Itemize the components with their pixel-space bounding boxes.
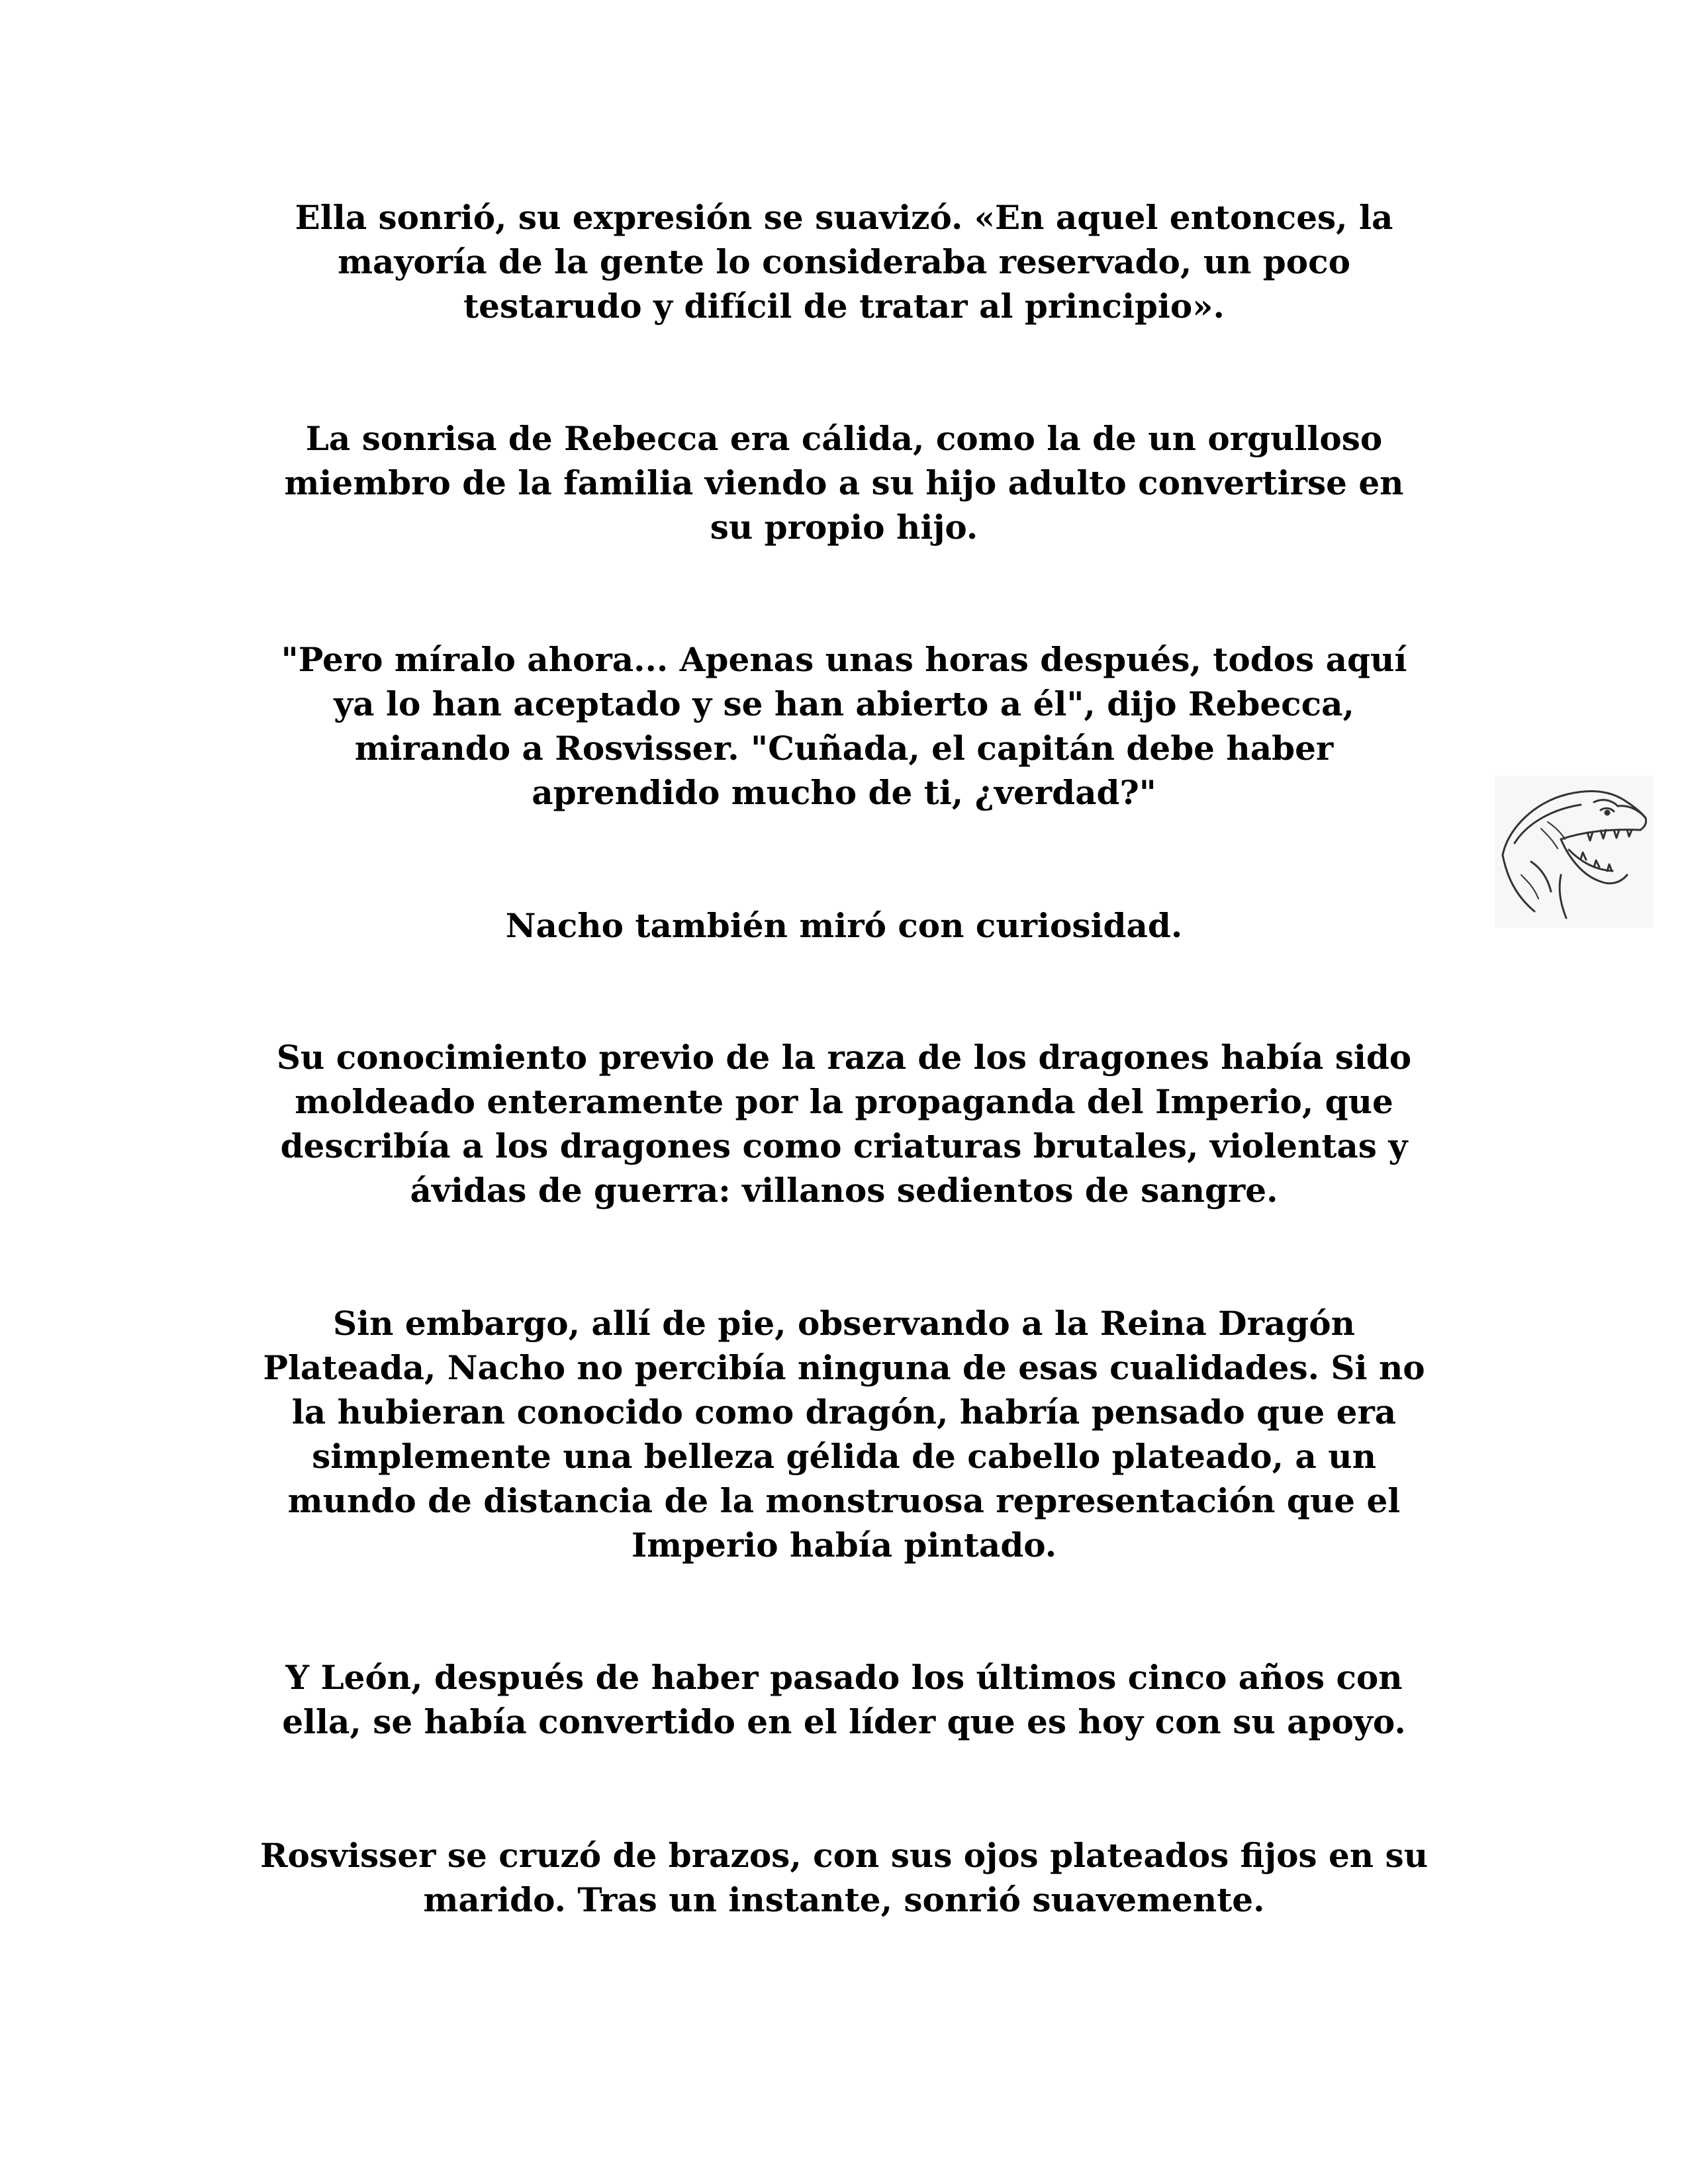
paragraph-4: Nacho también miró con curiosidad. (505, 906, 1183, 945)
paragraph-5: Su conocimiento previo de la raza de los dragones había sido moldeado enteramente por la propaganda del Imperio, que describía a los dragones como criaturas brutales, violentas y ávidas de guerra: villanos sedientos de sangre. (276, 1038, 1412, 1210)
paragraph-6: Sin embargo, allí de pie, observando a la Reina Dragón Plateada, Nacho no percibía ninguna de esas cualidades. Si no la hubieran conocido como dragón, habría pensado que era simplemente una belleza gélida de cabello plateado, a un mundo de distancia de la monstruosa representación que el Imperio había pintado. (263, 1304, 1425, 1565)
paragraph-1: Ella sonrió, su expresión se suavizó. «En aquel entonces, la mayoría de la gente lo consideraba reservado, un poco testarudo y difícil de tratar al principio». (295, 198, 1393, 326)
paragraph-7: Y León, después de haber pasado los últimos cinco años con ella, se había convertido en el líder que es hoy con su apoyo. (282, 1658, 1406, 1741)
dragon-head-sketch-icon (1495, 776, 1654, 928)
paragraph-2: La sonrisa de Rebecca era cálida, como la de un orgulloso miembro de la familia viendo a su hijo adulto convertirse en su propio hijo. (284, 419, 1404, 547)
paragraph-3: "Pero míralo ahora... Apenas unas horas después, todos aquí ya lo han aceptado y se han abierto a él", dijo Rebecca, mirando a Rosvisser. "Cuñada, el capitán debe haber aprendido mucho de ti, ¿verdad?" (281, 640, 1407, 812)
paragraph-8: Rosvisser se cruzó de brazos, con sus ojos plateados fijos en su marido. Tras un instante, sonrió suavemente. (259, 1836, 1429, 1919)
